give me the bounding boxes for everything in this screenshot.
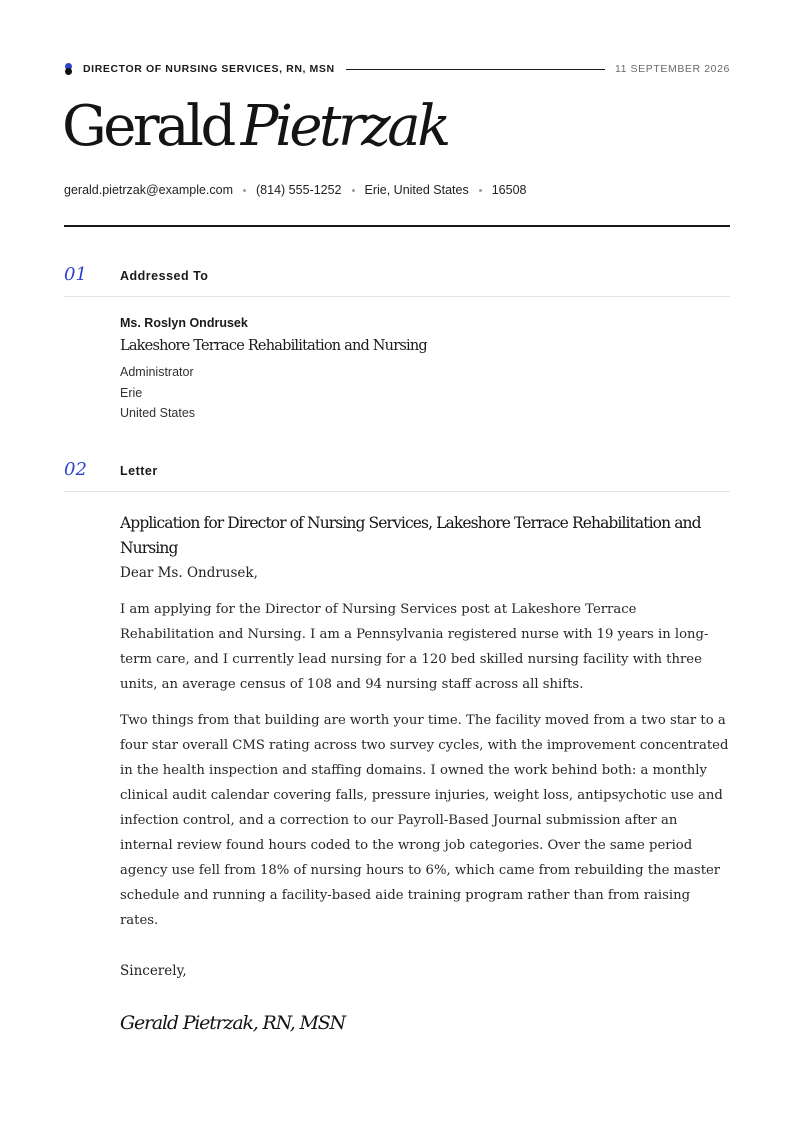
applicant-name [62, 92, 448, 162]
contact-line [64, 183, 526, 197]
letter-paragraph: I am applying for the Director of Nursing Services post at Lakeshore Terrace Rehabilitation and Nursing. I am a Pennsylvania registered nurse with 19 years in long-term care, and I currently lead nursing for a 120 bed skilled nursing facility with three units, an average census of 108 and 94 nursing staff across all shifts. [120, 602, 709, 692]
letter-signature: Gerald Pietrzak, RN, MSN [120, 1012, 345, 1034]
recipient-city: Erie [120, 385, 143, 400]
letter-closing: Sincerely, [120, 963, 187, 979]
contact-postal-code: 16508 [491, 183, 527, 197]
recipient-name: Ms. Roslyn Ondrusek [120, 316, 248, 330]
header-divider [346, 69, 605, 70]
separator-dot [479, 189, 482, 192]
first-name: Gerald [62, 94, 233, 159]
section-title: Addressed To [120, 269, 209, 283]
section-number: 01 [64, 264, 87, 285]
letter-salutation: Dear Ms. Ondrusek, [120, 565, 258, 581]
letter-date: 11 SEPTEMBER 2026 [614, 63, 730, 75]
section-divider [64, 491, 730, 492]
letter-paragraph: Two things from that building are worth your time. The facility moved from a two star to a four star overall CMS rating across two survey cycles, with the improvement concentrated in the health inspection and staffing domains. I owned the work behind both: a monthly clinical audit calendar covering falls, pressure injuries, weight loss, antipsychotic use and infection control, and a correction to our Payroll-Based Journal submission after an internal review found hours coded to the wrong job categories. Over the same period agency use fell from 18% of nursing hours to 6%, which came from rebuilding the master schedule and running a facility-based aide training program rather than from raising rates. [120, 713, 729, 928]
section-divider [64, 296, 730, 297]
contact-phone[interactable]: (814) 555-1252 [256, 183, 342, 197]
recipient-block [120, 316, 730, 424]
separator-dot [352, 189, 355, 192]
recipient-title: Administrator [120, 365, 194, 379]
recipient-organization: Lakeshore Terrace Rehabilitation and Nursing [120, 338, 427, 354]
recipient-country: United States [120, 406, 196, 420]
separator-dot [243, 189, 246, 192]
letter-subject: Application for Director of Nursing Services, Lakeshore Terrace Rehabilitation and Nursing [120, 514, 701, 557]
letter-body [120, 511, 732, 1034]
header-bottom-rule [64, 225, 730, 227]
brand-dots-icon [64, 62, 74, 76]
role-title: DIRECTOR OF NURSING SERVICES, RN, MSN [83, 63, 335, 75]
header-topline [64, 61, 730, 77]
section-addressed-to-header [64, 264, 730, 292]
section-title: Letter [120, 464, 158, 478]
last-name: Pietrzak [240, 94, 448, 159]
contact-location: Erie, United States [364, 183, 469, 197]
contact-email[interactable]: gerald.pietrzak@example.com [64, 183, 234, 197]
section-letter-header [64, 459, 730, 487]
section-number: 02 [64, 459, 87, 480]
